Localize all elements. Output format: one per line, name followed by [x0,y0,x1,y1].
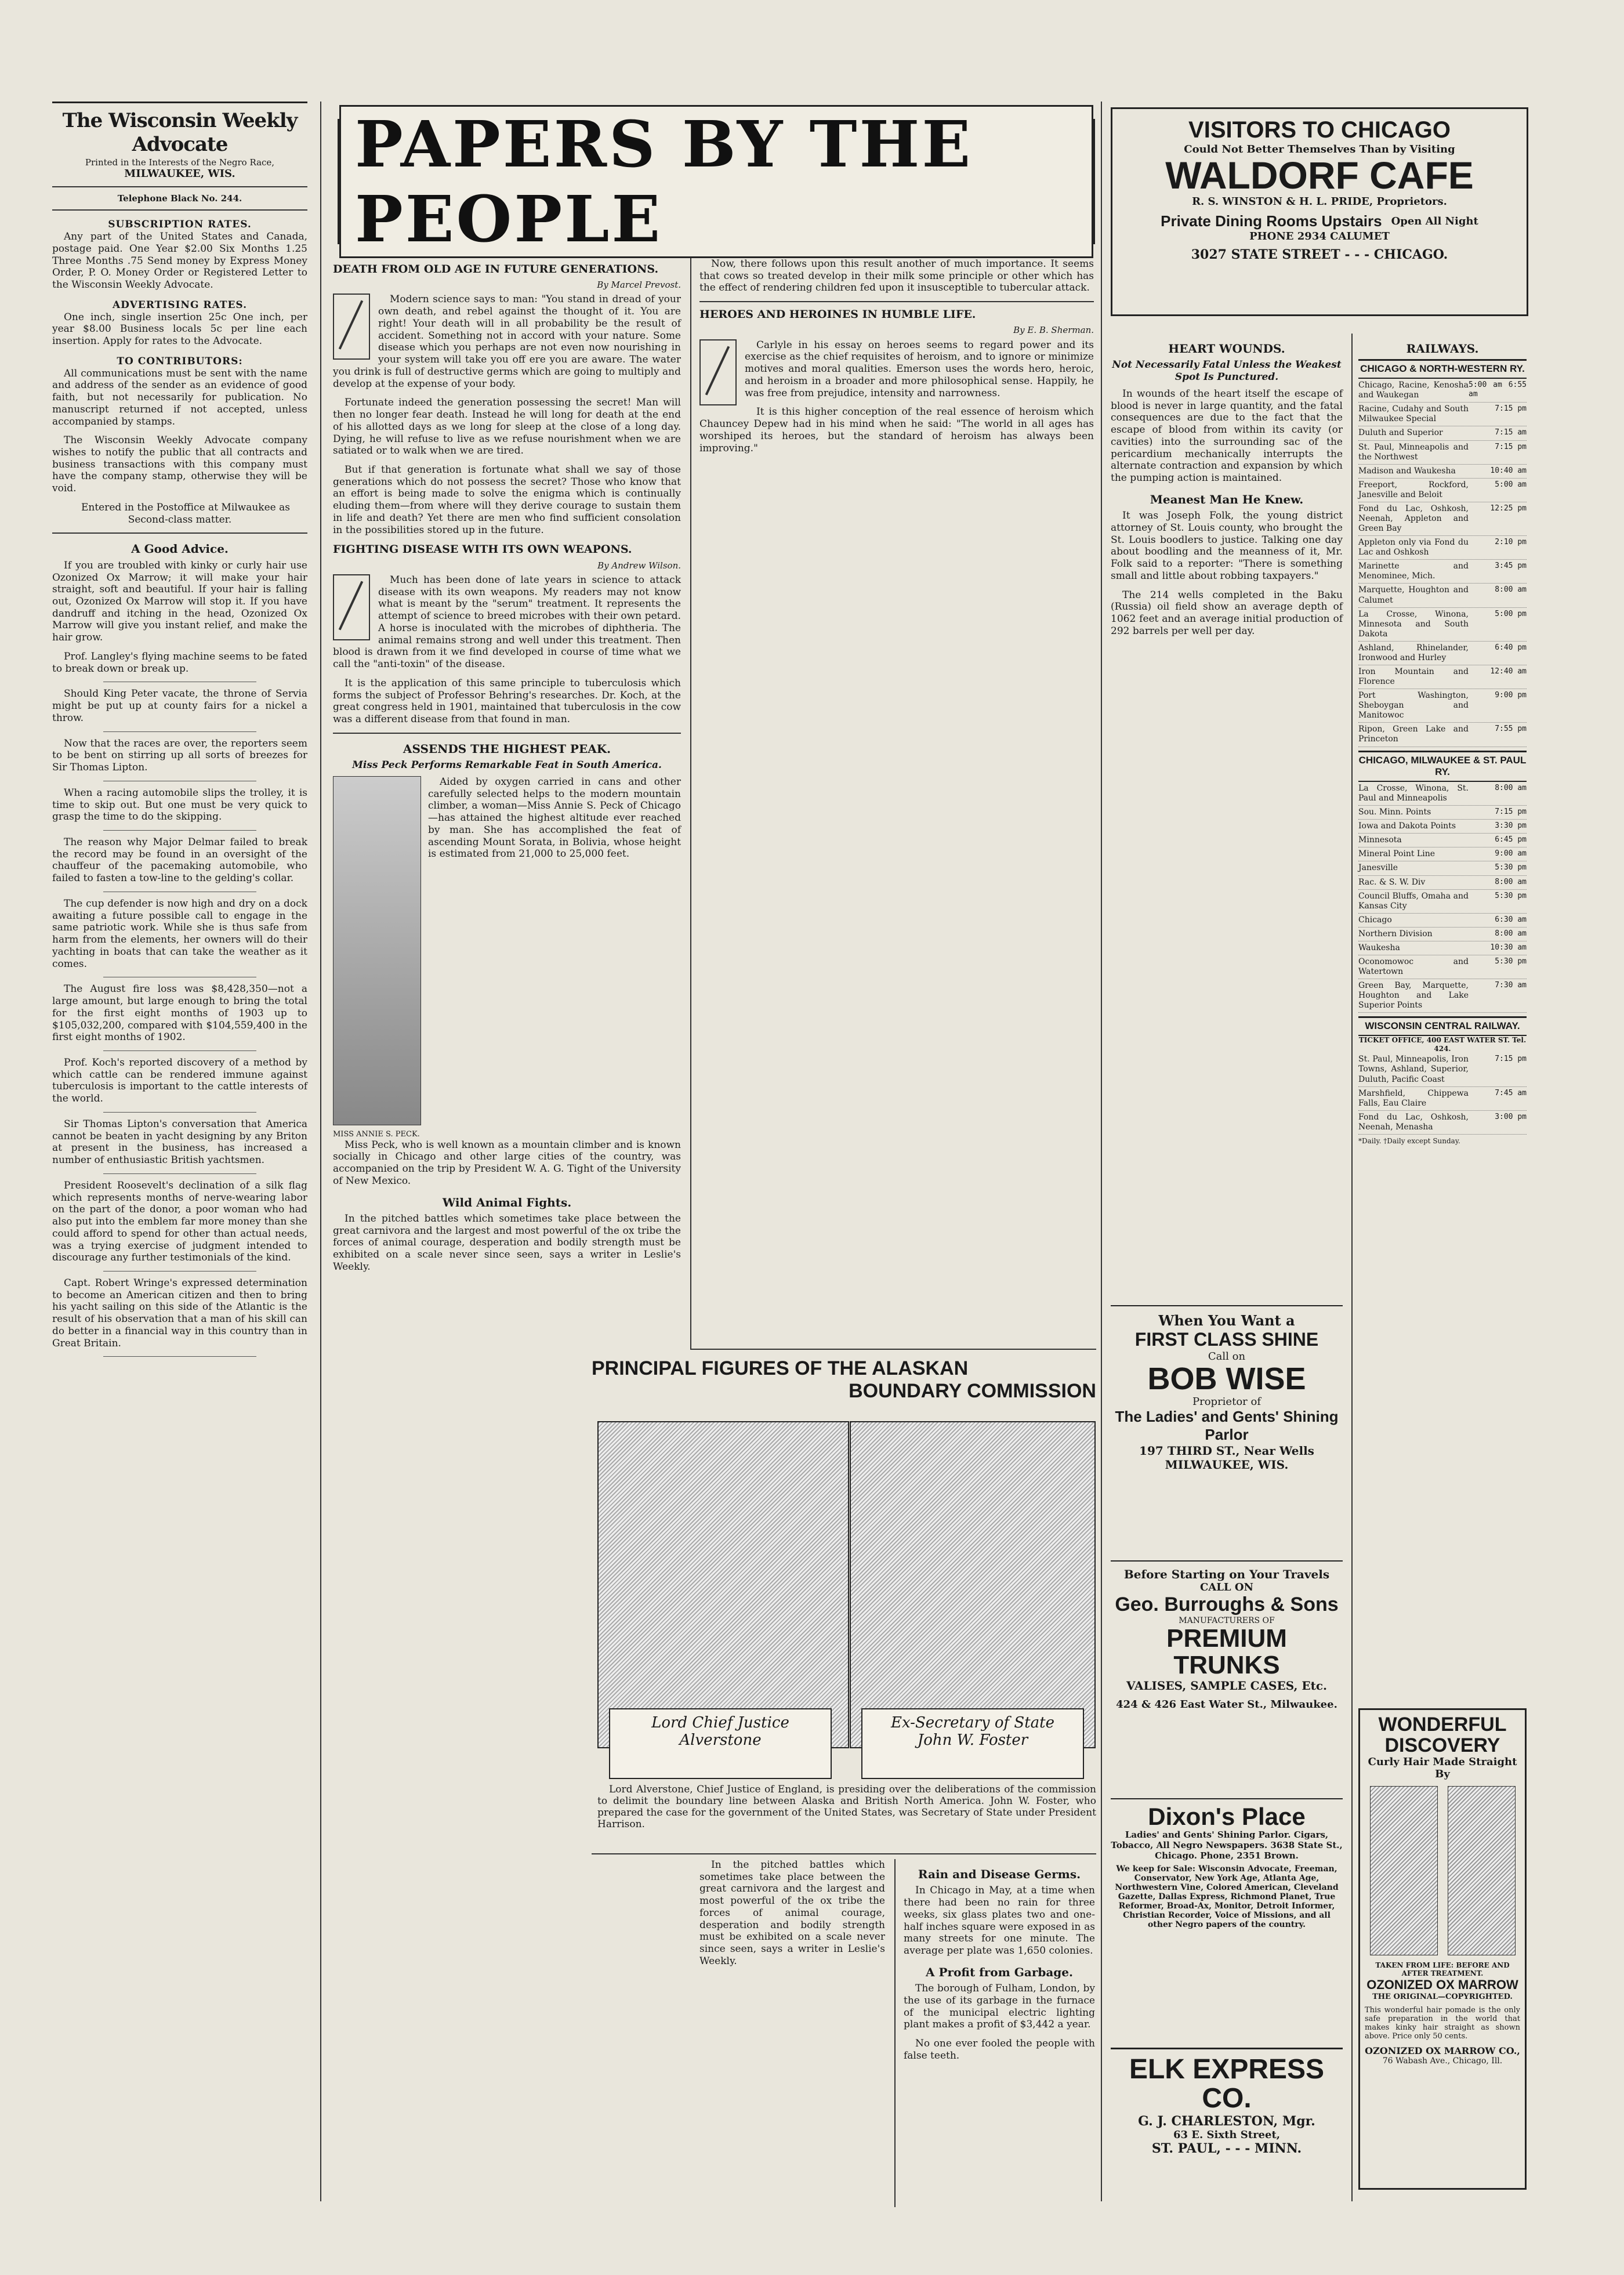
railway-row [1358,502,1527,536]
railway-destination: Freeport, Rockford, Janesville and Beloit [1358,480,1469,499]
elk-line-2: G. J. CHARLESTON, Mgr. [1138,2113,1315,2129]
railways-column [1358,334,1527,1146]
railway-cnw-heading: CHICAGO & NORTH-WESTERN RY. [1358,359,1527,379]
railway-row [1358,465,1527,479]
meanest-text: It was Joseph Folk, the young district attorney of St. Louis county, who brought the St. Louis boodlers to justice. Talking one day about boodling and the meanness of it, Mr. Folk said to a reporter: "There is something small and little about robbing taxpayers." [1111,510,1343,582]
alverstone-caption-line-1: Lord Chief Justice [651,1714,789,1731]
article-heroes-p1: Carlyle in his essay on heroes seems to regard power and its exercise as the chief requisites of heroism, and to ignore or minimize motives and moral qualities. Emerson uses the words hero, heroic, and heroism in a broader and more philosophical sense. Happily, he was free from prejudice, intensity and narrowness. [745,339,1094,399]
dixon-line-2: Ladies' and Gents' Shining Parlor. Cigars, Tobacco, All Negro Newspapers. 3638 State St., Chicago. Phone, 2351 Brown. [1111,1830,1343,1861]
column-five [1111,334,1343,644]
railway-time: 10:30 am [1490,943,1527,952]
article-old-age-p1: Modern science says to man: "You stand in dread of your own death, and rebel against the thought of it. You are right! Your death will in all probability be the result of accident. Something not in accord with your nature. Some disease which you perhaps are not even now nourishing in your system will take you off ere you are aware. The water you drink is full of destructive germs which are going to multiply and develop at the expense of your body. [333,294,681,390]
railway-destination: Marinette and Menominee, Mich. [1358,561,1469,581]
waldorf-line-5: Private Dining Rooms Upstairs [1161,212,1382,230]
elk-line-4: ST. PAUL, - - - MINN. [1151,2140,1302,2156]
railway-time: 6:30 am [1495,915,1527,924]
waldorf-line-6: Open All Night [1391,215,1478,228]
railway-row [1358,560,1527,584]
article-heroes-byline: By E. B. Sherman. [1013,325,1094,336]
pen-inkwell-icon [699,339,737,405]
railway-destination: Mineral Point Line [1358,849,1436,859]
railway-time: 12:25 pm [1490,503,1527,513]
railway-time: 7:15 pm [1495,404,1527,414]
railway-time: 7:15 pm [1495,807,1527,817]
bottom-middle-left [699,1859,885,1975]
railway-row [1358,914,1527,928]
railway-row [1358,426,1527,440]
article-animals-p1: In the pitched battles which sometimes take place between the great carnivora and the largest and most powerful of the ox tribe the forces of animal courage, desperation and bodily strength must be exhibited on a scale never since seen, says a writer in Leslie's Weekly. [333,1213,681,1273]
railway-row [1358,782,1527,806]
railway-destination: St. Paul, Minneapolis, Iron Towns, Ashland, Superior, Duluth, Pacific Coast [1358,1055,1469,1084]
article-heroes-p2: It is this higher conception of the real essence of heroism which Chauncey Depew had in his mind when he said: "The world in all ages has worshiped its heroes, but the standard of heroism has always been improving." [699,406,1094,454]
advertising-text: One inch, single insertion 25c One inch, per year $8.00 Business locals 5c per line each insertion. Apply for rates to the Advocate. [52,311,307,347]
before-after-illustration [1365,1786,1520,1955]
railway-time: 10:40 am [1490,466,1527,475]
trunks-line-5: PREMIUM TRUNKS [1166,1624,1287,1680]
article-disease-byline: By Andrew Wilson. [597,560,681,571]
railway-row [1358,642,1527,665]
railway-destination: Iowa and Dakota Points [1358,821,1456,831]
masthead-tagline: Printed in the Interests of the Negro Race, [85,157,275,168]
shine-line-3: Call on [1208,1350,1246,1363]
waldorf-line-3: WALDORF CAFE [1165,154,1474,197]
railway-row [1358,979,1527,1013]
railway-row [1358,890,1527,914]
marrow-line-6: THE ORIGINAL—COPYRIGHTED. [1372,1993,1513,2002]
trunks-line-7: 424 & 426 East Water St., Milwaukee. [1116,1698,1337,1711]
brief-item: The cup defender is now high and dry on a dock awaiting a future possible call to engage in the same patriotic work. While she is thus safe from harm from the elements, her owners will do their yachting in boats that can take the weather as it comes. [52,897,307,970]
waldorf-line-4: R. S. WINSTON & H. L. PRIDE, Proprietors. [1192,195,1447,208]
railway-time: 9:00 pm [1495,691,1527,700]
railway-destination: Iron Mountain and Florence [1358,667,1469,687]
climber-caption: MISS ANNIE S. PECK. [333,1129,420,1139]
waldorf-line-1: VISITORS TO CHICAGO [1188,117,1451,143]
article-heroes-title: HEROES AND HEROINES IN HUMBLE LIFE. [699,308,976,321]
boundary-commission-feature [592,1357,1096,1403]
railway-row [1358,847,1527,861]
brief-item: The August fire loss was $8,428,350—not a large amount, but large enough to bring the total for the first eight months of 1903 up to $105,032,200, compared with $104,559,400 in the first eight months of 1902. [52,983,307,1044]
railway-destination: Madison and Waukesha [1358,466,1456,476]
papers-by-the-people-banner [338,107,1095,256]
railway-destination: Rac. & S. W. Div [1358,877,1426,887]
boundary-title-2: BOUNDARY COMMISSION [849,1380,1096,1402]
railway-destination: La Crosse, Winona, St. Paul and Minneapolis [1358,784,1469,803]
railway-destination: Marquette, Houghton and Calumet [1358,585,1469,605]
marrow-line-1: WONDERFUL [1378,1714,1507,1736]
trunks-line-4: MANUFACTURERS OF [1179,1616,1275,1625]
railway-time: 7:15 am [1495,428,1527,437]
railway-note: *Daily. †Daily except Sunday. [1358,1136,1460,1145]
article-disease-p3: Now, there follows upon this result another of much importance. It seems that cows so treated develop in their milk some principle or other which has the effect of rendering children fed upon it insusceptible to tubercular attack. [699,258,1094,294]
railway-time: 7:15 pm [1495,442,1527,451]
railway-wc-table [1358,1053,1527,1135]
entered-notice: Entered in the Postoffice at Milwaukee as Second-class matter. [81,501,290,526]
shine-line-7: 197 THIRD ST., Near Wells [1139,1443,1314,1458]
article-peak-title: ASSENDS THE HIGHEST PEAK. [403,741,611,756]
shine-line-6: The Ladies' and Gents' Shining Parlor [1115,1407,1339,1443]
brief-item: Prof. Koch's reported discovery of a method by which cattle can be rendered immune against tuberculosis is important to the cattle interests of the world. [52,1057,307,1105]
advice-text: If you are troubled with kinky or curly hair use Ozonized Ox Marrow; it will make your hair straight, soft and beautiful. If your hair is falling out, Ozonized Ox Marrow will stop it. If you have dandruff and itching in the head, Ozonized Ox Marrow will give you instant relief, and make the hair grow. [52,559,307,644]
railway-destination: Sou. Minn. Points [1358,807,1431,817]
heart-text: In wounds of the heart itself the escape of blood is never in large quantity, and the fatal consequences are due to the fact that the escape of blood from within its cavity (or cavities) into the surrounding sac of the pericardium mechanically interrupts the alternate contraction and expansion by which the pumping action is maintained. [1111,387,1343,484]
pen-inkwell-icon [333,294,370,360]
railway-destination: Northern Division [1358,929,1433,939]
trunks-line-1: Before Starting on Your Travels [1123,1567,1330,1581]
article-peak-p1: Aided by oxygen carried in cans and other carefully selected helps to the modern mountain climber, a woman—Miss Annie S. Peck of Chicago—has attained the highest altitude ever reached by man. She has accomplished the feat of ascending Mount Sorata, in Bolivia, whose height is estimated from 21,000 to 25,000 feet. [428,776,681,860]
railway-destination: Minnesota [1358,835,1402,845]
railway-row [1358,820,1527,834]
railway-row [1358,1053,1527,1086]
railway-destination: Chicago [1358,915,1392,925]
contributors-text: All communications must be sent with the name and address of the sender as an evidence of good faith, but not necessarily for publication. No manuscript returned if not accepted, unless accompanied by stamps. [52,367,307,428]
railway-time: 5:30 pm [1495,863,1527,872]
railway-destination: Racine, Cudahy and South Milwaukee Special [1358,404,1469,424]
railway-time: 7:15 pm [1495,1055,1527,1064]
marrow-line-9: 76 Wabash Ave., Chicago, Ill. [1382,2056,1503,2066]
railway-destination: Fond du Lac, Oshkosh, Neenah, Menasha [1358,1112,1469,1132]
railway-row [1358,861,1527,875]
brief-item: Sir Thomas Lipton's conversation that America cannot be beaten in yacht designing by any Briton at present in the business, has increased a number of enthusiastic British yachtsmen. [52,1118,307,1167]
alverstone-caption [609,1708,832,1779]
wells-text: The 214 wells completed in the Baku (Russia) oil field show an average depth of 1062 feet and an average initial production of 292 barrels per well per day. [1111,589,1343,637]
article-animals-cont: In the pitched battles which sometimes take place between the great carnivora and the largest and most powerful of the ox tribe the forces of animal courage, desperation and bodily strength must be exhibited on a scale never since seen, says a writer in Leslie's Weekly. [699,1859,885,1967]
article-animals-title: Wild Animal Fights. [442,1195,572,1209]
bob-wise-ad [1111,1305,1343,1550]
article-old-age-p3: But if that generation is fortunate what shall we say of those generations which do not possess the secret? Those who know that an effort is being made to solve the enigma which is continually eluding them—from where will they derive courage to sustain them in life and death? Yet there are men who find sufficient consolation in the possibilities stored up in the future. [333,464,681,536]
railway-row [1358,834,1527,847]
article-garbage-title: A Profit from Garbage. [926,1965,1073,1979]
railway-row [1358,441,1527,465]
railway-destination: Oconomowoc and Watertown [1358,957,1469,977]
shine-line-1: When You Want a [1158,1312,1295,1329]
heart-subtitle: Not Necessarily Fatal Unless the Weakest Spot Is Punctured. [1112,359,1342,383]
railway-cmsp-heading: CHICAGO, MILWAUKEE & ST. PAUL RY. [1358,751,1527,782]
left-items-list [52,651,307,1357]
railway-wc-subheading: TICKET OFFICE, 400 EAST WATER ST. Tel. 424. [1358,1036,1527,1053]
railway-time: 8:00 am [1495,784,1527,793]
waldorf-cafe-ad [1111,107,1528,316]
brief-item: Should King Peter vacate, the throne of Servia might be put up at county fairs for a nickel a throw. [52,688,307,724]
waldorf-line-8: 3027 STATE STREET - - - CHICAGO. [1191,247,1448,263]
railway-destination: Marshfield, Chippewa Falls, Eau Claire [1358,1088,1469,1108]
railway-destination: Port Washington, Sheboygan and Manitowoc [1358,691,1469,720]
dixon-line-1: Dixon's Place [1148,1803,1306,1830]
marrow-line-5: OZONIZED OX MARROW [1366,1977,1518,1993]
burroughs-trunks-ad [1111,1560,1343,1794]
railway-row [1358,1111,1527,1135]
railway-time: 5:00 am 6:55 am [1469,381,1527,399]
railway-row [1358,723,1527,747]
railway-destination: St. Paul, Minneapolis and the Northwest [1358,442,1469,462]
foster-caption-line-2: John W. Foster [917,1731,1028,1749]
trunks-line-3: Geo. Burroughs & Sons [1115,1593,1339,1615]
railway-time: 8:00 am [1495,929,1527,938]
masthead-title: The Wisconsin Weekly Advocate [52,102,307,157]
railway-destination: Green Bay, Marquette, Houghton and Lake Superior Points [1358,981,1469,1010]
marrow-line-8: OZONIZED OX MARROW CO., [1365,2045,1520,2057]
marrow-line-4: TAKEN FROM LIFE: BEFORE AND AFTER TREATMENT. [1375,1961,1510,1978]
railway-wc-heading: WISCONSIN CENTRAL RAILWAY. [1358,1016,1527,1036]
railway-destination: Fond du Lac, Oshkosh, Neenah, Appleton and Green Bay [1358,503,1469,534]
railway-time: 9:00 am [1495,849,1527,858]
article-garbage-p2: No one ever fooled the people with false teeth. [904,2038,1095,2062]
article-disease-p2: It is the application of this same principle to tuberculosis which forms the subject of Professor Behring's researches. Dr. Koch, at the great congress held in 1901, maintained that tuberculosis in the cow was a different disease from that found in man. [333,677,681,725]
foster-caption [861,1708,1084,1779]
elk-line-1: ELK EXPRESS CO. [1129,2054,1325,2114]
railway-time: 5:00 pm [1495,609,1527,618]
article-rain-p1: In Chicago in May, at a time when there had been no rain for three weeks, six glass plates two and one-half inches square were exposed in as many streets for one minute. The average per plate was 1,650 colonies. [904,1885,1095,1957]
banner-title: PAPERS BY THE PEOPLE [339,105,1093,258]
railway-row [1358,806,1527,820]
pen-inkwell-icon [333,574,370,640]
masthead-phone: Telephone Black No. 244. [117,193,242,204]
advice-heading: A Good Advice. [131,542,229,556]
brief-item: President Roosevelt's declination of a silk flag which represents months of nerve-wearing labor on the part of the donor, a poor woman who had also put into the emblem far more money than she could afford to spend for other than actual needs, was a trying exercise of judgment intended to discourage any further testimonials of the kind. [52,1179,307,1264]
brief-item: Now that the races are over, the reporters seem to be bent on stirring up all sorts of breezes for Sir Thomas Lipton. [52,737,307,774]
railway-destination: La Crosse, Winona, Minnesota and South Dakota [1358,609,1469,639]
shine-line-8: MILWAUKEE, WIS. [1165,1457,1289,1472]
railway-row [1358,608,1527,642]
shine-line-5: Proprietor of [1192,1395,1261,1408]
railway-row [1358,689,1527,723]
subscription-heading: SUBSCRIPTION RATES. [108,219,252,231]
alverstone-portrait [597,1421,849,1748]
article-old-age-byline: By Marcel Prevost. [597,280,681,291]
masthead-city: MILWAUKEE, WIS. [124,168,235,180]
brief-item: Prof. Langley's flying machine seems to be fated to break down or break up. [52,650,307,675]
railway-cnw-table [1358,379,1527,747]
brief-item: The reason why Major Delmar failed to break the record may be found in an oversight of the chauffeur of the pacemaking automobile, who failed to fasten a tow-line to the gelding's collar. [52,836,307,885]
brief-item: Capt. Robert Wringe's expressed determination to become an American citizen and then to bring his yacht sailing on this side of the Atlantic is the result of his observation that a man of his skill can do better in a financial way in this country than in Great Britain. [52,1277,307,1349]
marrow-line-7: This wonderful hair pomade is the only safe preparation in the world that makes kinky hair straight as shown above. Price only 50 cents. [1365,2006,1520,2041]
trunks-line-2: CALL ON [1199,1581,1253,1593]
alverstone-caption-line-2: Alverstone [679,1731,762,1749]
railway-row [1358,665,1527,689]
article-disease-title: FIGHTING DISEASE WITH ITS OWN WEAPONS. [333,543,632,556]
elk-line-3: 63 E. Sixth Street, [1173,2128,1281,2141]
railway-time: 7:30 am [1495,981,1527,990]
contributors-text2: The Wisconsin Weekly Advocate company wishes to notify the public that all contracts and business transactions with this company must have the company stamp, otherwise they will be void. [52,434,307,495]
railway-time: 7:55 pm [1495,724,1527,734]
railway-row [1358,876,1527,890]
railway-time: 8:00 am [1495,585,1527,595]
brief-item: When a racing automobile slips the trolley, it is time to skip out. But one must be very quick to grasp the time to do the skipping. [52,787,307,823]
railway-time: 5:30 pm [1495,891,1527,900]
railway-destination: Ashland, Rhinelander, Ironwood and Hurley [1358,643,1469,662]
railway-time: 2:10 pm [1495,538,1527,547]
before-portrait [1370,1786,1438,1955]
railway-time: 12:40 am [1490,667,1527,676]
marrow-line-3: Curly Hair Made Straight By [1368,1756,1517,1781]
railway-destination: Janesville [1358,863,1398,873]
heart-title: HEART WOUNDS. [1168,342,1285,356]
contributors-heading: TO CONTRIBUTORS: [117,355,243,367]
shine-line-4: BOB WISE [1147,1361,1306,1396]
railway-row [1358,379,1527,403]
article-disease-p1: Much has been done of late years in science to attack disease with its own weapons. My readers may not know what is meant by the "serum" treatment. It represents the attempt of science to breed microbes with their own petard. A horse is inoculated with the microbes of diphtheria. The animal remains strong and well under this treatment. Then blood is drawn from it we find developed in course of time what we call the "anti-toxin" of the disease. [333,574,681,671]
railway-time: 3:00 pm [1495,1112,1527,1121]
article-peak-p2: Miss Peck, who is well known as a mountain climber and is known socially in Chicago and other large cities of the country, was accompanied on the trip by President W. A. G. Tight of the University of New Mexico. [333,1139,681,1187]
railway-time: 3:30 pm [1495,821,1527,831]
railway-cmsp-table [1358,782,1527,1013]
waldorf-line-2: Could Not Better Themselves Than by Visiting [1184,143,1455,155]
railway-time: 8:00 am [1495,877,1527,886]
railway-row [1358,955,1527,979]
shine-line-2: FIRST CLASS SHINE [1134,1329,1319,1350]
waldorf-line-7: PHONE 2934 CALUMET [1249,230,1390,243]
article-peak-subtitle: Miss Peck Performs Remarkable Feat in South America. [352,759,662,771]
dixons-place-ad [1111,1798,1343,2043]
boundary-text: Lord Alverstone, Chief Justice of England, is presiding over the deliberations of the commission to delimit the boundary line between Alaska and British North America. John W. Foster, who prepared the case for the government of the United States, was Secretary of State under President Harrison. [597,1784,1096,1830]
after-portrait [1448,1786,1516,1955]
article-old-age-title: DEATH FROM OLD AGE IN FUTURE GENERATIONS. [333,263,659,276]
marrow-line-2: DISCOVERY [1384,1734,1500,1756]
railway-destination: Appleton only via Fond du Lac and Oshkosh [1358,538,1469,557]
railway-destination: Ripon, Green Lake and Princeton [1358,724,1469,744]
railways-heading: RAILWAYS. [1406,342,1479,356]
railway-destination: Chicago, Racine, Kenosha and Waukegan [1358,381,1469,400]
railway-destination: Council Bluffs, Omaha and Kansas City [1358,891,1469,911]
ozonized-ox-marrow-ad [1358,1708,1527,2190]
railway-time: 6:45 pm [1495,835,1527,845]
foster-portrait [850,1421,1096,1748]
railway-row [1358,1087,1527,1111]
railway-time: 5:00 am [1495,480,1527,489]
column-two [333,258,681,1280]
column-three [699,258,1094,461]
trunks-line-6: VALISES, SAMPLE CASES, Etc. [1126,1679,1328,1693]
railway-row [1358,584,1527,607]
dixon-line-3: We keep for Sale: Wisconsin Advocate, Freeman, Conservator, New York Age, Atlanta Age, Northwestern Vine, Colored American, Cleveland Gazette, Dallas Express, Richmond Planet, True Reformer, Broad-Ax, Monitor, Detroit Informer, Christian Recorder, Voice of Missions, and all other Negro papers of the country. [1115,1864,1339,1930]
railway-row [1358,928,1527,941]
railway-time: 6:40 pm [1495,643,1527,652]
railway-destination: Duluth and Superior [1358,428,1443,438]
railway-time: 5:30 pm [1495,957,1527,966]
article-rain-title: Rain and Disease Germs. [918,1867,1081,1881]
meanest-title: Meanest Man He Knew. [1150,492,1304,506]
railway-time: 7:45 am [1495,1088,1527,1097]
climber-illustration [333,776,421,1125]
article-old-age-p2: Fortunate indeed the generation possessing the secret! Man will then no longer fear death. Instead he will long for death at the end of his allotted days as we long for sleep at the close of a long day. Dying, he will refuse to live as we refuse nourishment when we are satiated or to walk when we are tired. [333,397,681,457]
bottom-middle-right [904,1859,1095,2069]
elk-express-ad [1111,2048,1343,2189]
railway-destination: Waukesha [1358,943,1400,952]
article-garbage-p1: The borough of Fulham, London, by the use of its garbage in the furnace of the municipal electric lighting plant makes a profit of $3,442 a year. [904,1983,1095,2031]
foster-caption-line-1: Ex-Secretary of State [890,1714,1054,1731]
boundary-title-1: PRINCIPAL FIGURES OF THE ALASKAN [592,1357,969,1379]
railway-time: 3:45 pm [1495,561,1527,571]
subscription-text: Any part of the United States and Canada, postage paid. One Year $2.00 Six Months 1.25 Three Months .75 Send money by Express Money Order, P. O. Money Order or Registered Letter to the Wisconsin Weekly Advocate. [52,231,307,291]
railway-row [1358,536,1527,560]
left-column [52,102,307,1363]
newspaper-page [52,102,1531,2236]
railway-row [1358,941,1527,955]
railway-row [1358,479,1527,502]
railway-row [1358,403,1527,426]
advertising-heading: ADVERTISING RATES. [112,299,247,311]
